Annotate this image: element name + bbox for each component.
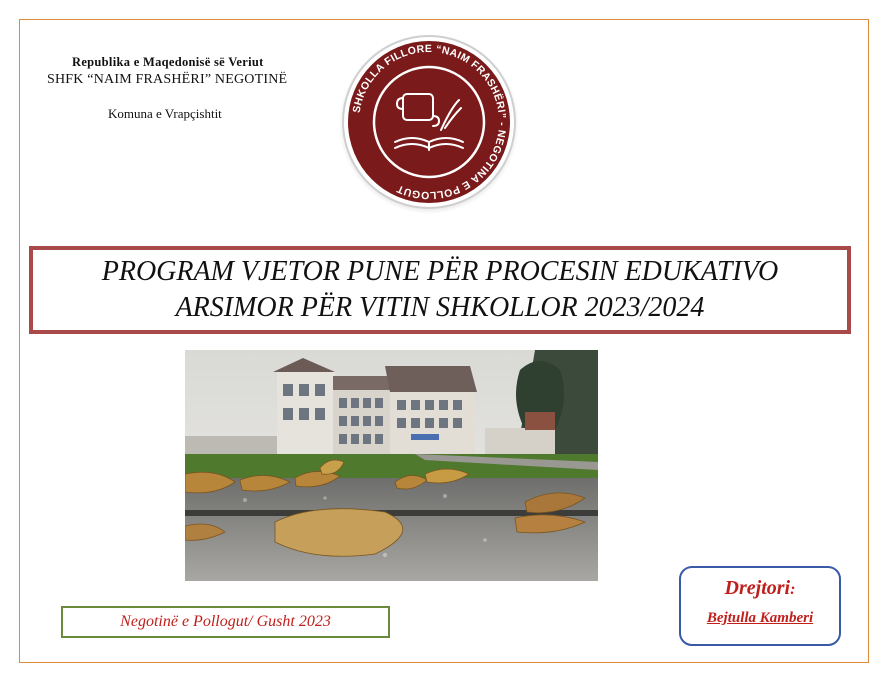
date-box bbox=[61, 606, 390, 638]
date-place-text: Negotinë e Pollogut/ Gusht 2023 bbox=[120, 613, 331, 630]
director-title bbox=[725, 577, 796, 600]
document-title-line-1: PROGRAM VJETOR PUNE PËR PROCESIN EDUKATIVO bbox=[101, 256, 779, 287]
document-title-box bbox=[29, 246, 851, 334]
director-title-colon: : bbox=[790, 581, 796, 598]
director-title-label: Drejtori bbox=[724, 577, 791, 599]
municipality-name: Komuna e Vrapçishtit bbox=[108, 106, 222, 121]
document-title-line-2: ARSIMOR PËR VITIN SHKOLLOR 2023/2024 bbox=[175, 292, 705, 323]
school-building-photo-icon bbox=[185, 350, 598, 581]
director-box bbox=[679, 566, 841, 646]
country-name: Republika e Maqedonisë së Veriut bbox=[72, 55, 264, 69]
school-seal-icon bbox=[337, 30, 521, 214]
director-name: Bejtulla Kamberi bbox=[706, 610, 814, 626]
school-name: SHFK “NAIM FRASHËRI” NEGOTINË bbox=[47, 72, 288, 87]
seal-text: SHKOLLA FILLORE “NAIM FRASHËRI” - NEGOTINA E POLLOGUT bbox=[350, 42, 509, 202]
